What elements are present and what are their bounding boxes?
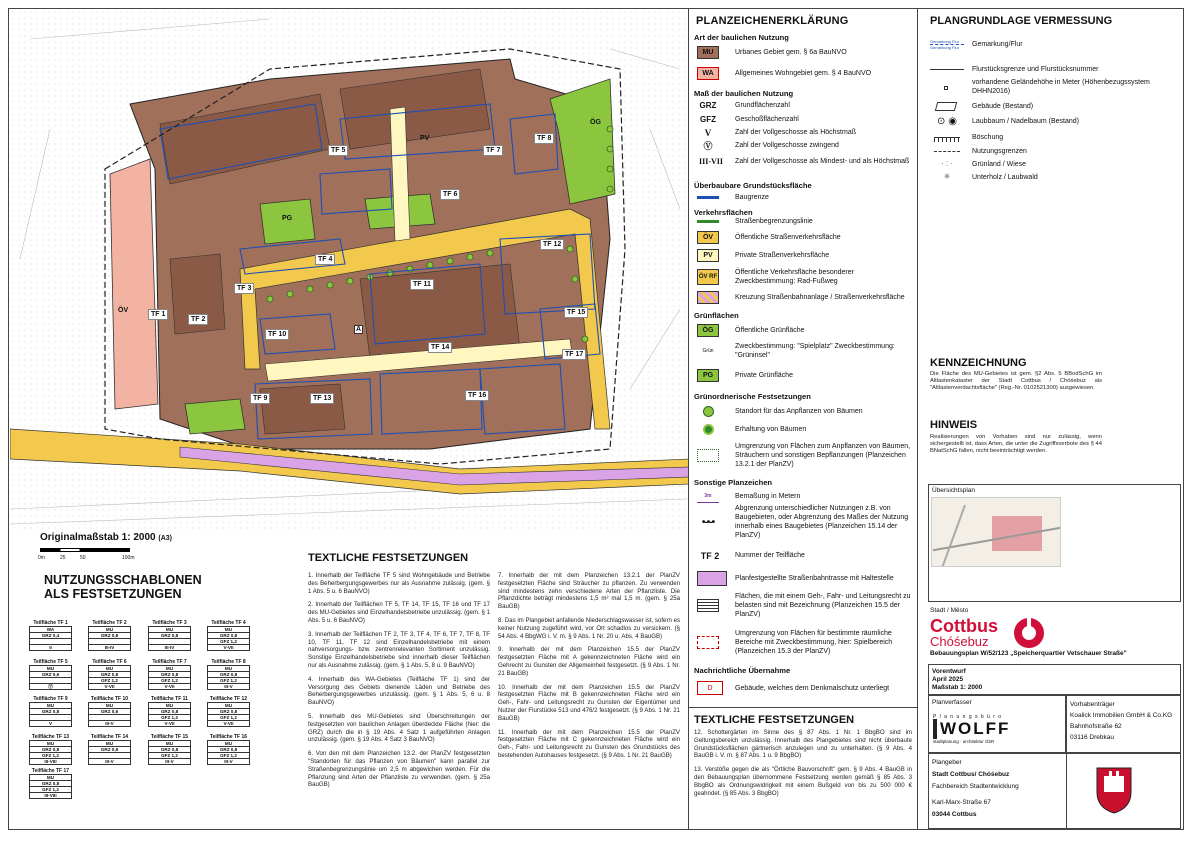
schablone-cell: MU: [89, 703, 131, 709]
legend-section: Verkehrsflächen: [694, 208, 753, 217]
schablone-cell: WA: [30, 627, 72, 633]
verm-item: Böschung: [930, 132, 1180, 144]
schablone-cell: GRZ 0,8: [149, 709, 191, 715]
schablone-cell: MU: [149, 666, 191, 672]
text-col-2: 7. Innerhalb der mit dem Planzeichen 13.2.1 der PlanZV festgesetzten Fläche sind Sträucher zu pflanzen. Zu verwenden sind mindestens zehn verschiedene Arten der Pflanzliste. Die Pflanzdichte beträgt mindestens 1,5 m² mal 1,5 m. (gem. § 25a BauGB) 8. Das im Plangebiet anfallende Niederschlagswasser ist, sofern es keiner Nutzung zugeführt wird, vor Ort schadlos zu versickern. (§ 54 Abs. 4 BbgWG i. V. m. § 9 Abs. 1 Nr. 20 u. Abs. 4 BauGB) 9. Innerhalb der mit dem Planzeichen 15.5 der PlanZV festgesetzten Fläche mit A gekennzeichneten Fläche wird ein Gehrecht zu Gunsten der Allgemeinheit festgesetzt. (§ 9 Abs. 1 Nr. 21 BauGB) 10. Innerhalb der mit dem Planzeichen 15.5 der PlanZV festgesetzten Fläche mit B gekennzeichneten Fläche wird ein Geh-, Fahr- und Leitungsrecht zu Gunsten der Eigentümer und Nutzer der Flurstücke 513 und 476/2 festgesetzt. (§ 9 Abs. 1 Nr. 21 BauGB) 11. Innerhalb der mit dem Planzeichen 15.5 der PlanZV festgesetzten Fläche mit C gekennzeichneten Fläche wird ein Geh-, Fahr- und Leitungsrecht zu Gunsten des Grundstücks des bestehenden Autohauses festgesetzt. (§ 9 Abs. 1 Nr. 21 BauGB): [498, 572, 680, 759]
schablone-cell: GRZ 0,8: [30, 709, 72, 715]
schablone-cell: MU: [89, 741, 131, 747]
schablone-cell: III-V: [89, 758, 131, 764]
schablone-cell: GRZ 0,8: [30, 747, 72, 753]
schablone-cell: V-VII: [208, 645, 250, 651]
plan-drawing: [10, 9, 688, 529]
schablone-header: Teilfläche TF 8: [211, 659, 246, 665]
nutz-schablone: [207, 734, 250, 765]
nutz-schablone: [207, 620, 250, 651]
schablone-cell: GRZ 0,8: [89, 747, 131, 753]
schablone-cell: GRZ 0,8: [89, 633, 131, 639]
scale-tick: 0m: [38, 555, 45, 561]
text-col-1: 1. Innerhalb der Teilfläche TF 5 sind Wohngebäude und Betriebe des Beherbergungsgewerbes nur als Ausnahme zulässig. (gem. § 1 Abs. 5 u. 6 BauNVO) 2. Innerhalb der Teilflächen TF 5, TF 14, TF 15, TF 16 und TF 17 des MU-Gebietes sind Einzelhandelsbetriebe unzulässig. (gem. § 1 Abs. 5 u. 6 BauNVO) 3. Innerhalb der Teilflächen TF 2, TF 3, TF 4, TF 6, TF 7, TF 8, TF 10, TF 11, TF 12 sind Einzelhandelsbetriebe mit einem nahversorgungs- bzw. zentrenrelevanten Sortiment unzulässig. Sonstige Einzelhandelsbetriebe sind innerhalb dieser Teilflächen nur als Ausnahme zulässig. (gem. § 1 Abs. 5, 8 u. 9 BauNVO) 4. Innerhalb des WA-Gebietes (Teilfläche TF 1) sind der Versorgung des Gebiets dienende Läden und Betriebe des Beherbergungsgewerbes unzulässig. (gem. § 1 Abs. 5, 6 u. 8 BauNVO) 5. Innerhalb des MU-Gebietes sind Überschreitungen der festgesetzten von baulichen Anlagen überdeckte Fläche (hier: die GRZ) durch die in § 19 Abs. 4 Satz 1 aufgeführten Anlagen unzulässig. (gem. § 19 Abs. 4 Satz 3 BauNVO) 6. Von den mit dem Planzeichen 13.2. der PlanZV festgesetzten "Standorten für das Pflanzen von Bäumen" kann parallel zur Straßenbegrenzungslinie um 2,5 m abgewichen werden. Für die Pflanzung sind Arten der Pflanzliste zu verwenden. (gem. § 25a BauGB): [308, 572, 490, 789]
schablone-cell: GRZ 0,8: [208, 709, 250, 715]
legend-item-v2: Ⓥ Zahl der Vollgeschosse zwingend: [703, 141, 839, 151]
schablone-cell: GFZ 1,2: [149, 753, 191, 759]
legend-item-v3: III-VII Zahl der Vollgeschosse als Mindest- und als Höchstmaß: [698, 157, 910, 166]
verm-item: Gemarkung Flur Gemarkung Flur Gemarkung/Flur: [930, 39, 1023, 50]
nutz-schablone: [207, 659, 250, 690]
nutz-schablone: [148, 659, 191, 690]
tf-label: TF 10: [265, 329, 289, 340]
schablone-cell: MU: [89, 627, 131, 633]
legend-section: Art der baulichen Nutzung: [694, 33, 789, 42]
nutz-schablone: [148, 734, 191, 765]
legend-item-pv: PV Private Straßenverkehrsfläche: [697, 249, 915, 262]
schablone-cell: GRZ 0,4: [30, 633, 72, 639]
zone-label-ov: ÖV: [118, 307, 129, 314]
schablone-cell: V-VII: [208, 721, 250, 727]
schablone-header: Teilfläche TF 1: [33, 620, 68, 626]
tf-label: TF 1: [148, 309, 168, 320]
schablone-cell: GRZ 0,8: [149, 633, 191, 639]
kenn-title: KENNZEICHNUNG: [930, 357, 1027, 369]
tf-label: TF 16: [465, 390, 489, 401]
nutz-schablone: [148, 620, 191, 651]
legend-item-wa: WA Allgemeines Wohngebiet gem. § 4 BauNVO: [697, 67, 915, 80]
schablone-cell: III-V: [149, 759, 191, 765]
tf-label: TF 13: [310, 393, 334, 404]
plangeber-box: Plangeber Stadt Cottbus/ Chóśebuz Fachbereich Stadtentwicklung Karl-Marx-Straße 67 03044 Cottbus: [928, 753, 1181, 829]
schablone-cell: V: [30, 720, 72, 726]
schablone-cell: MU: [149, 741, 191, 747]
schablone-cell: GFZ 1,2: [149, 678, 191, 684]
tf-label: TF 6: [440, 189, 460, 200]
schablone-cell: V-VII: [149, 721, 191, 727]
schablone-header: Teilfläche TF 7: [152, 659, 187, 665]
uebersicht-label: Übersichtsplan: [932, 487, 975, 494]
nutz-schablone: [148, 696, 191, 727]
legend-item-og: ÖG Öffentliche Grünfläche: [697, 324, 915, 337]
legend-item-tf: TF 2 Nummer der Teilfläche: [700, 550, 805, 561]
legend-item-abgrenzung: •-•-• Abgrenzung unterschiedlicher Nutzungen z.B. von Baugebieten, oder Abgrenzung des Maßes der Nutzung innerhalb eines Baugebietes (Planzeichen 15.14 der PlanZV): [701, 505, 909, 539]
tf-label: TF 3: [234, 283, 254, 294]
kenn-text: Die Fläche des MU-Gebietes ist gem. §2 Abs. 5 BBodSchG im Altlastenkataster der Stadt Cottbus / Chóśebuz als "Altlastenverdachtsfläche" (Reg.-Nr. 0102521300) ausgewiesen.: [930, 371, 1102, 392]
tf-label: TF 12: [540, 239, 564, 250]
legend-item-kreuzung: Kreuzung Straßenbahnanlage / Straßenverkehrsfläche: [697, 291, 915, 304]
schablone-header: Teilfläche TF 13: [31, 734, 70, 740]
schablone-cell: GRZ 0,8: [30, 781, 72, 787]
legend-item-denkmal: D Gebäude, welches dem Denkmalschutz unterliegt: [697, 681, 915, 695]
planverfasser-box: Planverfasser P l a n u n g s b ü r o WOLFF stadtplanung · architektur GbR: [928, 695, 1066, 753]
schablone-header: Teilfläche TF 11: [151, 696, 188, 702]
tf-label: TF 5: [328, 145, 348, 156]
text-col-3: 12. Schottergärten im Sinne des § 87 Abs. 1 Nr. 1 BbgBO sind im Geltungsbereich unzulässig. Innerhalb des Plangebietes sind nicht überbaute Grundstücksflächen gärtnerisch anzulegen und zu unterhalten. (§ 9 Abs. 4 BauGB i. V. m. § 87 Abs. 1 u. 9 BbgBO) 13. Verstöße gegen die als "Örtliche Bauvorschrift" gem. § 9 Abs. 4 BauGB in den Bebauungsplan übernommene Festsetzung werden gemäß § 85 Abs. 3 BbgBO als Ordnungswidrigkeit mit einem Bußgeld von bis zu 500 000 € geahndet. (§ 85 Abs. 3 BbgBO): [694, 729, 912, 797]
right-panel: [917, 9, 1183, 829]
overview-map[interactable]: [931, 497, 1061, 567]
schablone-cell: V-VII: [149, 684, 191, 690]
zone-label-og: ÖG: [590, 119, 601, 126]
nutz-schablone: [207, 696, 250, 727]
zone-label-a: A: [356, 326, 362, 333]
nutz-schablone: [29, 768, 72, 799]
text-title-right: TEXTLICHE FESTSETZUNGEN: [694, 714, 855, 726]
schablone-header: Teilfläche TF 10: [90, 696, 129, 702]
nutz-schablone: [88, 620, 131, 651]
tree-icon: ⊙ ◉: [937, 116, 957, 127]
tree-plant-icon: [703, 406, 714, 417]
hinweis-title: HINWEIS: [930, 419, 978, 431]
stadt-label: Stadt / Město: [930, 607, 969, 614]
scale-tick: 25: [60, 555, 66, 561]
schablone-cell: III-VIII: [30, 759, 72, 765]
coat-of-arms-icon: [1095, 766, 1133, 814]
schablone-cell: GFZ 1,2: [208, 639, 250, 645]
wolff-logo: WOLFF: [933, 719, 1010, 739]
schablone-header: Teilfläche TF 15: [150, 734, 189, 740]
schablone-header: Teilfläche TF 16: [209, 734, 248, 740]
legend-item-umgrenzung: Umgrenzung von Flächen zum Anpflanzen von Bäumen, Sträuchern und sonstigen Bepflanzungen (Planzeichen 13.2.1 der PlanZV): [697, 442, 915, 469]
verm-item: Flurstücksgrenze und Flurstücksnummer: [930, 64, 1180, 76]
schablone-header: Teilfläche TF 9: [33, 696, 68, 702]
tf-label: TF 2: [188, 314, 208, 325]
vorhabentraeger-box: Vorhabenträger Koalick Immobilien GmbH & Co.KG Bahnhofstraße 62 03116 Drebkau: [1066, 695, 1181, 753]
scale-bar: [40, 548, 130, 552]
schablone-cell: III-V: [89, 720, 131, 726]
schablone-cell: III-IV: [149, 644, 191, 650]
nutz-title: NUTZUNGSSCHABLONEN ALS FESTSETZUNGEN: [44, 573, 202, 601]
legend-section: Sonstige Planzeichen: [694, 478, 773, 487]
schablone-cell: MU: [89, 666, 131, 672]
schablone-cell: GRZ 0,8: [149, 747, 191, 753]
schablone-cell: GFZ 1,2: [208, 715, 250, 721]
tf-label: TF 4: [315, 254, 335, 265]
legend-item-mu: MU Urbanes Gebiet gem. § 6a BauNVO: [697, 46, 915, 59]
schablone-header: Teilfläche TF 5: [33, 659, 68, 665]
nutz-schablone: [29, 659, 72, 690]
schablone-header: Teilfläche TF 12: [209, 696, 248, 702]
legend-item-bemassung: 3m Bemaßung in Metern: [697, 490, 915, 503]
legend-item-baum-pflanz: Standort für das Anpflanzen von Bäumen: [697, 405, 915, 418]
tf-label: TF 15: [564, 307, 588, 318]
schablone-cell: GFZ 1,2: [149, 715, 191, 721]
schablone-cell: GRZ 0,6: [30, 672, 72, 678]
schablone-cell: MU: [149, 703, 191, 709]
schablone-cell: GRZ 0,6: [89, 709, 131, 715]
nutz-schablone: [88, 696, 131, 727]
legend-item-v: V Zahl der Vollgeschosse als Höchstmaß: [704, 127, 856, 138]
verm-item: Gebäude (Bestand): [930, 101, 1180, 113]
schablone-cell: GFZ 1,2: [30, 753, 72, 759]
schablone-cell: III-IV: [89, 644, 131, 650]
schablone-cell: GFZ 1,2: [89, 678, 131, 684]
schablone-cell: MU: [208, 703, 250, 709]
tf-label: TF 7: [483, 145, 503, 156]
legend-item-ovrf: ÖV RF Öffentliche Verkehrsfläche besonderer Zweckbestimmung: Rad-Fußweg: [698, 269, 854, 285]
schablone-cell: MU: [30, 741, 72, 747]
legend-panel: [688, 9, 917, 829]
legend-item-spielbereich: Umgrenzung von Flächen für bestimmte räumliche Bereiche mit Zweckbestimmung, hier: Spielbereich (Planzeichen 15.3 der PlanZV): [697, 629, 915, 656]
legend-section: Maß der baulichen Nutzung: [694, 89, 794, 98]
tree-keep-icon: [703, 424, 714, 435]
bplan-title: Bebauungsplan W/52/123 „Speicherquartier Vetschauer Straße": [930, 650, 1127, 657]
scale-title: Originalmaßstab 1: 2000 (A3): [40, 532, 173, 543]
schablone-header: Teilfläche TF 17: [31, 768, 70, 774]
text-title: TEXTLICHE FESTSETZUNGEN: [308, 552, 469, 564]
uebersichtsplan: [928, 484, 1181, 602]
legend-item-grz: GRZ Grundflächenzahl: [699, 101, 790, 110]
nutz-schablone: [29, 696, 72, 727]
schablone-header: Teilfläche TF 2: [92, 620, 127, 626]
schablone-cell: MU: [30, 703, 72, 709]
schablone-cell: GRZ 0,8: [208, 672, 250, 678]
zone-label-pv: PV: [420, 135, 430, 142]
legend-item-ov: ÖV Öffentliche Straßenverkehrsfläche: [697, 231, 915, 244]
scale-tick: 50: [80, 555, 86, 561]
legend-item-gehrecht: Flächen, die mit einem Geh-, Fahr- und Leitungsrecht zu belasten sind mit Bezeichnung (Planzeichen 15.5 der PlanZV): [697, 592, 915, 619]
city-logo-text: Cottbus: [930, 616, 998, 636]
verm-item: · : · Grünland / Wiese: [941, 159, 1027, 168]
vermessung-title: PLANGRUNDLAGE VERMESSUNG: [930, 15, 1113, 27]
legend-item-baum-erhalt: Erhaltung von Bäumen: [697, 423, 915, 436]
schablone-cell: GRZ 0,8: [208, 633, 250, 639]
schablone-cell: MU: [208, 666, 250, 672]
legend-section: Grünordnerische Festsetzungen: [694, 392, 811, 401]
schablone-cell: MU: [208, 627, 250, 633]
status-box: Vorentwurf April 2025 Maßstab 1: 2000: [928, 664, 1181, 695]
legend-title: PLANZEICHENERKLÄRUNG: [696, 15, 849, 27]
schablone-cell: II: [30, 644, 72, 650]
nutz-schablone: [88, 659, 131, 690]
tf-label: TF 11: [410, 279, 434, 290]
schablone-header: Teilfläche TF 4: [211, 620, 246, 626]
legend-item-gfz: GFZ Geschoßflächenzahl: [700, 115, 799, 124]
schablone-cell: GRZ 0,8: [89, 672, 131, 678]
schablone-cell: III-V: [208, 759, 250, 765]
tf-label: TF 14: [428, 342, 452, 353]
schablone-cell: MU: [208, 741, 250, 747]
legend-item-sbl: Straßenbegrenzungslinie: [697, 217, 915, 226]
schablone-cell: Ⓥ: [30, 683, 72, 689]
plan-map[interactable]: [10, 9, 688, 529]
schablone-cell: GRZ 0,8: [149, 672, 191, 678]
schablone-cell: GFZ 1,2: [208, 678, 250, 684]
city-logo-sub: Chóśebuz: [930, 634, 989, 649]
hinweis-text: Realisierungen von Vorhaben sind nur zulässig, wenn sichergestellt ist, dass Arten, die unter die Zugriffsverbote des § 44 BNatSchG fallen, nicht beeinträchtigt werden.: [930, 434, 1102, 455]
nutz-schablone: [88, 734, 131, 765]
legend-section: Überbaubare Grundstücksfläche: [694, 181, 812, 190]
nutz-schablone: [29, 734, 72, 765]
tf-label: TF 17: [562, 349, 586, 360]
schablone-cell: III-V: [208, 684, 250, 690]
schablone-cell: MU: [30, 666, 72, 672]
tf-label: TF 8: [534, 133, 554, 144]
scale-tick: 100m: [122, 555, 135, 561]
verm-item: vorhandene Geländehöhe in Meter (Höhenbezugssystem DHHN2016): [930, 79, 1180, 96]
nutz-schablone: [29, 620, 72, 651]
schablone-header: Teilfläche TF 14: [90, 734, 129, 740]
schablone-cell: MU: [149, 627, 191, 633]
schablone-cell: GFZ 1,2: [30, 787, 72, 793]
legend-item-baugrenze: Baugrenze: [697, 193, 915, 202]
legend-section: Nachrichtliche Übernahme: [694, 666, 791, 675]
schablone-cell: GFZ 1,2: [208, 753, 250, 759]
schablone-cell: V-VII: [89, 684, 131, 690]
verm-item: ✳ Unterholz / Laubwald: [943, 172, 1038, 181]
legend-item-strassenbahn: Planfestgestellte Straßenbahntrasse mit Haltestelle: [697, 571, 915, 586]
city-emblem-icon: [1012, 613, 1046, 653]
legend-item-pg: PG Private Grünfläche: [697, 369, 915, 382]
zone-label-pg: PG: [282, 215, 293, 222]
verm-item: Nutzungsgrenzen: [930, 146, 1180, 158]
schablone-cell: III-VIII: [30, 793, 72, 799]
verm-item: ⊙ ◉ Laubbaum / Nadelbaum (Bestand): [930, 116, 1180, 128]
schablone-header: Teilfläche TF 6: [92, 659, 127, 665]
legend-item-spiel: Grün Zweckbestimmung: "Spielplatz" Zweckbestimmung: "Grüninsel": [702, 343, 895, 359]
schablone-cell: MU: [30, 775, 72, 781]
schablone-cell: GRZ 0,8: [208, 747, 250, 753]
schablone-header: Teilfläche TF 3: [152, 620, 187, 626]
legend-section: Grünflächen: [694, 311, 739, 320]
tf-label: TF 9: [250, 393, 270, 404]
